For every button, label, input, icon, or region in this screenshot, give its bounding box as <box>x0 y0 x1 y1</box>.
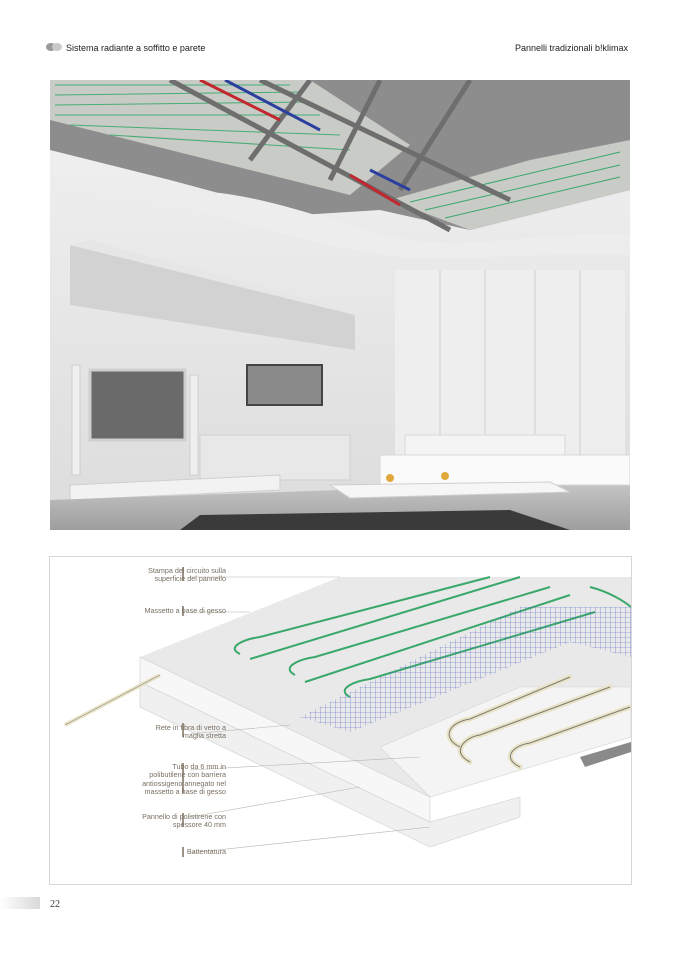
label-polystyrene-panel: Pannello di polistirene con spessore 40 mm <box>142 812 226 830</box>
label-circuit-print: Stampa del circuito sulla superficie del pannello <box>148 566 226 584</box>
footer-gradient-bar <box>0 897 40 909</box>
label-glass-fiber-mesh: Rete in fibra di vetro a maglia stretta <box>155 723 226 741</box>
label-polybutylene-tube: Tubo da 6 mm in polibutilene con barriera antiossigeno annegato nel massetto a base di gesso <box>142 762 226 796</box>
header-section-title: Sistema radiante a soffitto e parete <box>66 43 206 53</box>
living-room-photo <box>50 80 630 530</box>
panel-cross-section-diagram <box>49 556 632 885</box>
header-product-title: Pannelli tradizionali b!klimax <box>514 43 628 53</box>
label-gypsum-screed: Massetto a base di gesso <box>144 606 226 615</box>
page-number: 22 <box>50 899 60 910</box>
label-rabbet: Battentatura <box>186 847 226 856</box>
leaf-logo-icon <box>45 42 63 52</box>
